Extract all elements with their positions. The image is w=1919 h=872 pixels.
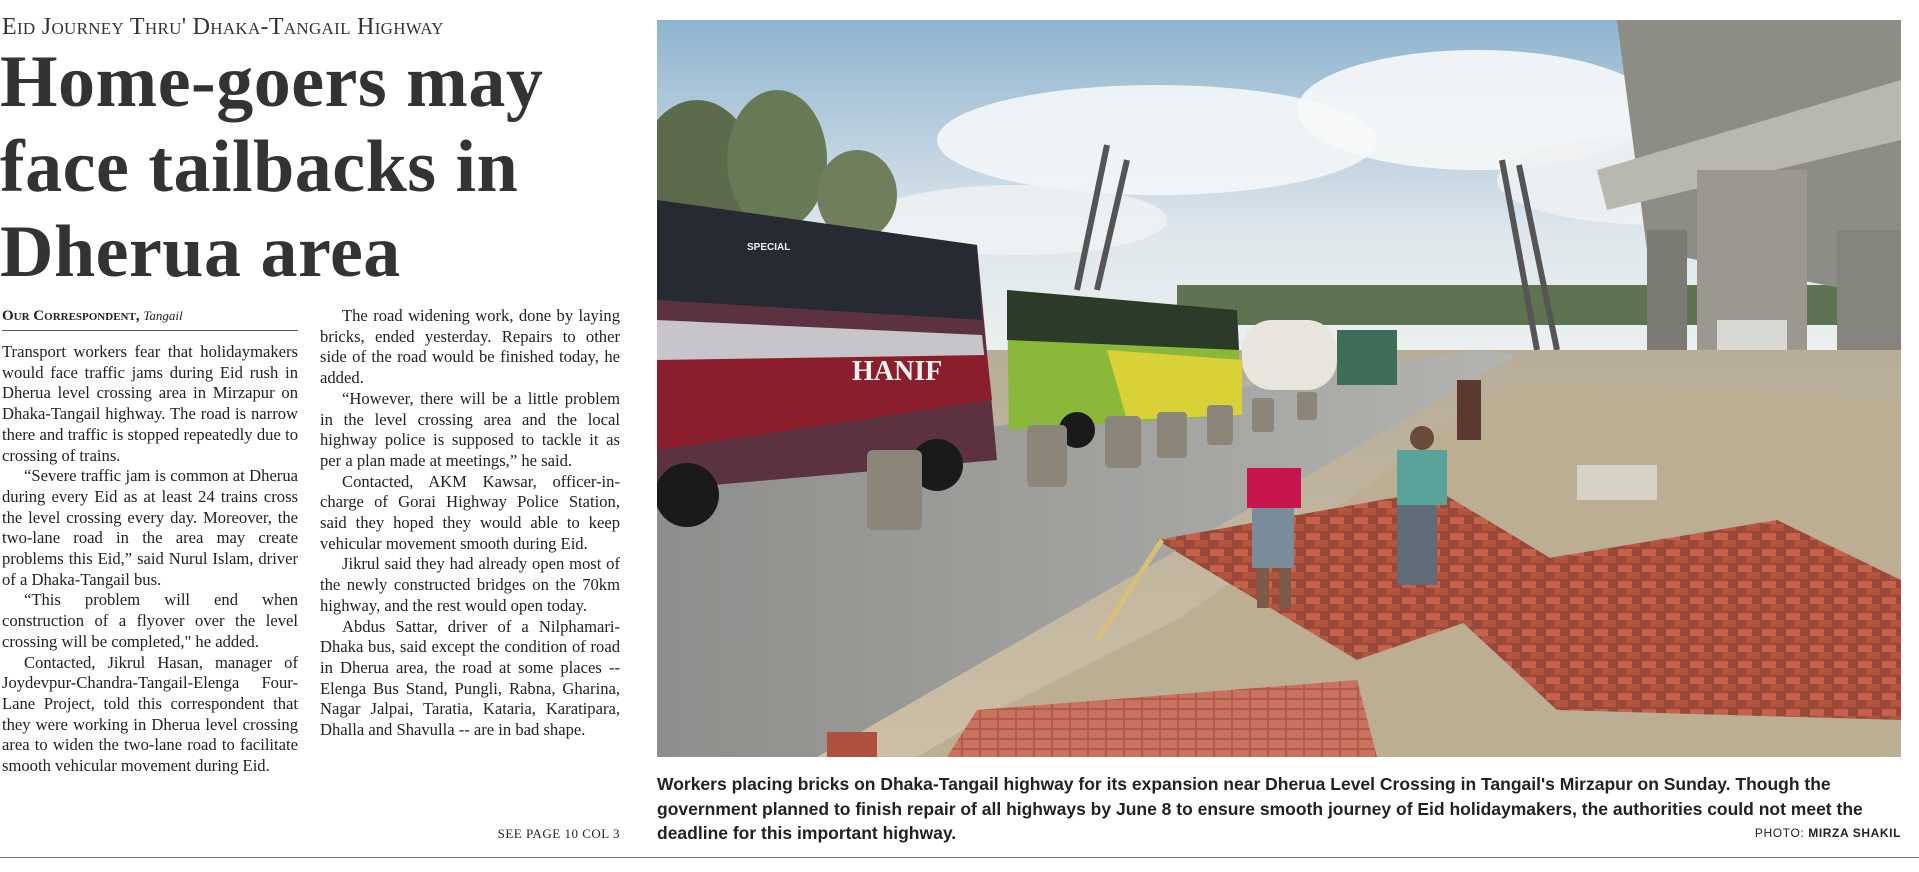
bottom-rule (0, 857, 1919, 858)
paragraph: “Severe traffic jam is common at Dherua during every Eid as at least 24 trains cross the level crossing every day. Moreover, the two-lane road in the area may create problems this Eid,” said Nurul Islam, driver of a Dhaka-Tangail bus. (2, 466, 298, 589)
paragraph: “This problem will end when construction of a flyover over the level crossing will be completed," he added. (2, 590, 298, 651)
photo-credit-label: PHOTO: (1754, 826, 1805, 840)
paragraph: Abdus Sattar, driver of a Nilphamari-Dhaka bus, said except the condition of road in Dherua area, the road at some places -- Elenga Bus Stand, Pungli, Rabna, Gharina, Nagar Jalpai, Taratia, Kataria, Karatipara, Dhalla and Shavulla -- are in bad shape. (320, 616, 620, 740)
paragraph: “However, there will be a little problem in the level crossing area and the local highway police is supposed to tackle it as per a plan made at meetings,” he said. (320, 388, 620, 470)
bus-label: HANIF (852, 356, 943, 387)
paragraph: Jikrul said they had already open most of the newly constructed bridges on the 70km highway, and the rest would open today. (320, 554, 620, 615)
kicker: Eid Journey Thru' Dhaka-Tangail Highway (2, 14, 444, 40)
headline: Home-goers may face tailbacks in Dherua area (0, 41, 544, 293)
tanker-truck (1242, 320, 1397, 390)
bus-window-text: SPECIAL (747, 242, 791, 253)
photo-credit (1755, 826, 1901, 840)
photo-credit-name: MIRZA SHAKIL (1808, 826, 1901, 840)
news-photo (657, 20, 1901, 757)
paragraph: Contacted, AKM Kawsar, officer-in-charge of Gorai Highway Police Station, said they hoped they would able to keep vehicular movement smooth during Eid. (320, 471, 620, 553)
article-column-2 (320, 306, 620, 741)
byline (2, 308, 298, 331)
continuation-note: SEE PAGE 10 COL 3 (497, 826, 620, 841)
photo-caption: Workers placing bricks on Dhaka-Tangail highway for its expansion near Dherua Level Crossing in Tangail's Mirzapur on Sunday. Though the government planned to finish repair of all highways by June 8 to ensure smooth journey of Eid holidaymakers, the authorities could not meet the deadline for this important highway. (657, 774, 1863, 843)
paragraph: Transport workers fear that holidaymakers would face traffic jams during Eid rush in Dherua level crossing area in Mirzapur on Dhaka-Tangail highway. The road is narrow there and traffic is stopped repeatedly due to crossing of trains. (2, 342, 298, 465)
paragraph: The road widening work, done by laying bricks, ended yesterday. Repairs to other side of the road would be finished today, he added. (320, 306, 620, 388)
paragraph: Contacted, Jikrul Hasan, manager of Joydevpur-Chandra-Tangail-Elenga Four- Lane Project, told this correspondent that they were working in Dherua level crossing area to widen the two-lane road to facilitate smooth vehicular movement during Eid. (2, 652, 298, 776)
article-column-1 (2, 342, 298, 777)
byline-place: Tangail (143, 308, 183, 323)
byline-name: Our Correspondent, (2, 308, 140, 324)
